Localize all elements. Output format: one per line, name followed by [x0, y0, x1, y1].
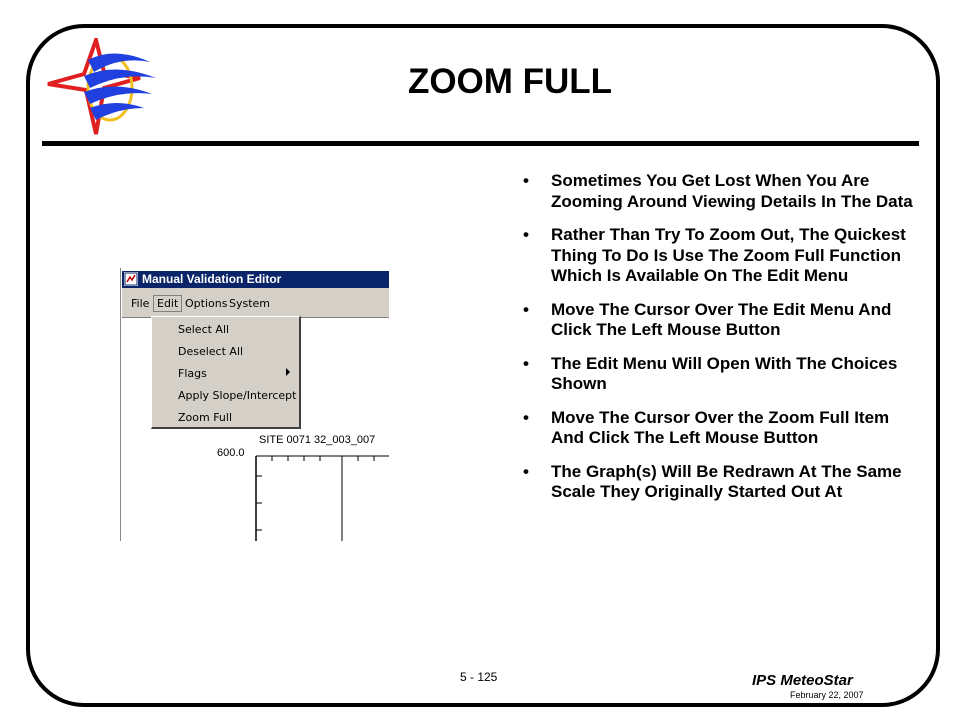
- menu-system[interactable]: System: [229, 297, 271, 310]
- edit-dropdown-menu: [151, 316, 301, 429]
- bullet-dot: •: [523, 299, 529, 319]
- window-title: Manual Validation Editor: [142, 272, 282, 286]
- bullet-dot: •: [523, 225, 529, 244]
- slide-title: ZOOM FULL: [407, 62, 613, 101]
- bullet-text: The Graph(s) Will Be Redrawn At The Same Scale They Originally Started Out At: [551, 461, 902, 501]
- window-edge: [120, 268, 121, 541]
- slide-date: February 22, 2007: [790, 690, 864, 700]
- submenu-arrow-icon: [286, 368, 290, 376]
- menu-edit[interactable]: Edit: [153, 295, 182, 312]
- menu-item-select-all[interactable]: Select All: [178, 323, 230, 336]
- bullet-item: [522, 408, 917, 449]
- bullet-item: [522, 225, 917, 287]
- bullet-item: [522, 462, 917, 503]
- bullet-text: Rather Than Try To Zoom Out, The Quickest Thing To Do Is Use The Zoom Full Function Which Is Available On The Edit Menu: [551, 225, 906, 285]
- bullet-text: Move The Cursor Over The Edit Menu And Click The Left Mouse Button: [551, 299, 892, 339]
- bullet-item: [522, 354, 917, 395]
- app-icon: [124, 272, 138, 286]
- graph-title: SITE 0071 32_003_007: [259, 434, 376, 446]
- brand-name: IPS MeteoStar: [752, 672, 853, 689]
- menu-bar: [122, 288, 389, 318]
- bullet-text: Sometimes You Get Lost When You Are Zooming Around Viewing Details In The Data: [551, 171, 913, 211]
- bullet-text: The Edit Menu Will Open With The Choices Shown: [551, 353, 898, 393]
- bullet-dot: •: [523, 407, 529, 427]
- menu-item-apply-slope[interactable]: Apply Slope/Intercept: [178, 389, 297, 402]
- window-titlebar[interactable]: [122, 271, 389, 288]
- menu-item-zoom-full[interactable]: Zoom Full: [178, 411, 233, 424]
- y-axis-top-label: 600.0: [217, 447, 245, 459]
- bullet-dot: •: [523, 353, 529, 373]
- menu-options[interactable]: Options: [185, 297, 228, 310]
- bullet-item: [522, 300, 917, 341]
- menu-item-deselect-all[interactable]: Deselect All: [178, 345, 244, 358]
- bullet-text: Move The Cursor Over the Zoom Full Item And Click The Left Mouse Button: [551, 407, 890, 447]
- bullet-item: [522, 171, 917, 212]
- title-divider: [42, 141, 919, 146]
- bullet-dot: •: [523, 461, 529, 481]
- bullet-list: [522, 171, 917, 516]
- page-number: 5 - 125: [460, 670, 498, 684]
- bullet-dot: •: [523, 171, 529, 190]
- menu-item-flags[interactable]: Flags: [178, 367, 207, 380]
- menu-file[interactable]: File: [131, 297, 150, 310]
